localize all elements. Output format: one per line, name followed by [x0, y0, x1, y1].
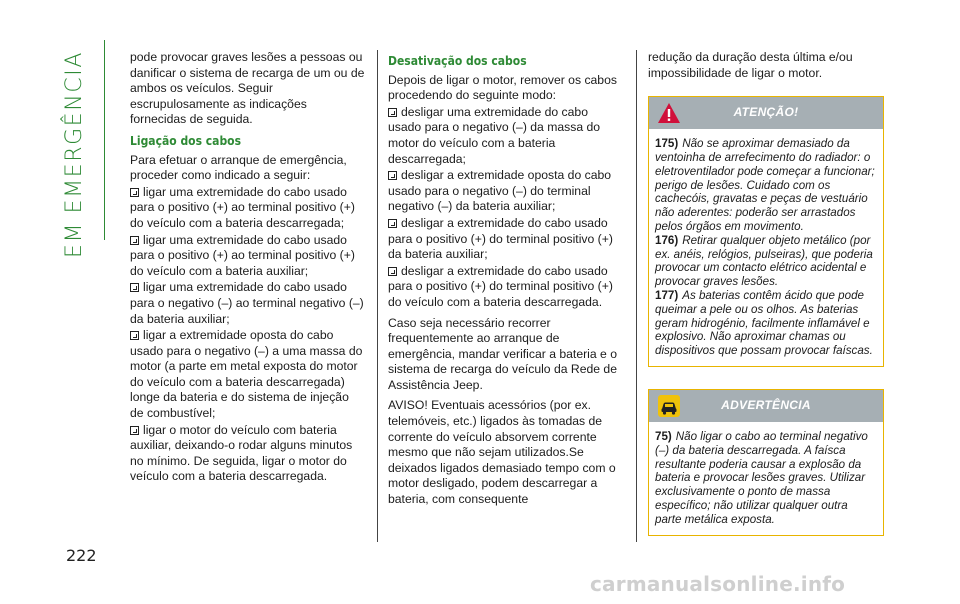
- note-text: Não ligar o cabo ao terminal negativo (–) da bateria descarregada. A faísca resultante poderia causar a explosão da bateria e provocar lesões graves. Utilizar exclusivamente o ponto de massa específico; não utilizar qualquer outra parte metálica exposta.: [655, 429, 868, 526]
- note-text: Retirar qualquer objeto metálico (por ex. anéis, relógios, pulseiras), que poderia provocar um contacto elétrico acidental e provocar graves lesões.: [655, 233, 873, 289]
- step-bullet-icon: [130, 331, 139, 340]
- section-heading-cable-removal: Desativação dos cabos: [388, 54, 527, 68]
- list-item: [388, 168, 623, 215]
- column-2: [388, 50, 623, 513]
- list-item: [130, 280, 365, 327]
- step-text: desligar uma extremidade do cabo usado para o negativo (–) da massa do motor do veículo com a bateria descarregada;: [388, 104, 601, 166]
- note-item: [655, 289, 877, 358]
- advertencia-box-body: [649, 422, 883, 535]
- intro-paragraph: pode provocar graves lesões a pessoas ou danificar o sistema de recarga de um ou de ambos os veículos. Seguir escrupulosamente as indicações fornecidas de seguida.: [130, 50, 365, 127]
- step-bullet-icon: [130, 283, 139, 292]
- step-text: ligar uma extremidade do cabo usado para o positivo (+) ao terminal positivo (+) do veículo com a bateria auxiliar;: [130, 232, 355, 278]
- attention-box-body: [649, 129, 883, 366]
- lead-paragraph: Depois de ligar o motor, remover os cabos procedendo do seguinte modo:: [388, 72, 617, 103]
- step-text: desligar a extremidade do cabo usado para o positivo (+) do terminal positivo (+) da bateria auxiliar;: [388, 215, 613, 262]
- column-3: [648, 50, 884, 536]
- warning-triangle-icon: [657, 101, 681, 125]
- advertencia-box-header: [649, 390, 883, 422]
- column-divider: [377, 50, 378, 542]
- attention-box-header: [649, 97, 883, 129]
- column-divider: [636, 50, 637, 542]
- list-item: [388, 264, 623, 311]
- lead-paragraph: Para efetuar o arranque de emergência, proceder como indicado a seguir:: [130, 152, 347, 183]
- list-item: [130, 423, 365, 485]
- column-1: [130, 50, 365, 486]
- watermark: carmanualsonline.info: [590, 572, 846, 596]
- section-rule: [104, 40, 105, 240]
- car-warning-icon: [657, 394, 681, 418]
- step-bullet-icon: [388, 219, 397, 228]
- step-text: ligar a extremidade oposta do cabo usado para o negativo (–) a uma massa do motor (a parte em metal exposta do motor do veículo com a bateria descarregada) longe da bateria e do sistema de injeção de combustível;: [130, 328, 363, 421]
- advertencia-box-title: ADVERTÊNCIA: [721, 398, 811, 413]
- list-item: [130, 185, 365, 232]
- note-text: As baterias contêm ácido que pode queimar a pele ou os olhos. As baterias geram hidrogénio, facilmente inflamável e explosivo. Não aproximar chamas ou dispositivos que possam provocar faíscas.: [655, 288, 873, 358]
- note-number: 177): [655, 288, 679, 302]
- body-paragraph: Caso seja necessário recorrer frequentemente ao arranque de emergência, mandar verificar a bateria e o sistema de recarga do veículo da Rede de Assistência Jeep.: [388, 315, 617, 392]
- list-item: [130, 233, 365, 280]
- step-bullet-icon: [388, 171, 397, 180]
- note-item: [655, 234, 877, 289]
- step-bullet-icon: [130, 236, 139, 245]
- note-item: [655, 137, 877, 234]
- note-item: [655, 430, 877, 527]
- step-bullet-icon: [388, 108, 397, 117]
- attention-box: [648, 96, 884, 367]
- list-item: [388, 105, 623, 167]
- note-number: 175): [655, 137, 679, 151]
- notice-paragraph: AVISO! Eventuais acessórios (por ex. telemóveis, etc.) ligados às tomadas de corrente do veículo absorvem corrente mesmo que não sejam utilizados.Se deixados ligados demasiado tempo com o motor desligado, podem descarregar a bateria, com consequente: [388, 398, 616, 507]
- section-heading-cable-connection: Ligação dos cabos: [130, 133, 242, 148]
- step-text: desligar a extremidade do cabo usado para o positivo (+) do terminal positivo (+) do veículo com a bateria descarregada.: [388, 263, 613, 309]
- step-text: ligar o motor do veículo com bateria auxiliar, deixando-o rodar alguns minutos no mínimo. De seguida, ligar o motor do veículo com a bateria descarregada.: [130, 422, 353, 484]
- step-text: desligar a extremidade oposta do cabo usado para o negativo (–) do terminal negativo (–) da bateria auxiliar;: [388, 168, 612, 214]
- section-title: EM EMERGÊNCIA: [62, 50, 87, 258]
- list-item: [130, 328, 365, 422]
- list-item: [388, 216, 623, 263]
- page-number: 222: [66, 546, 97, 565]
- continuation-paragraph: redução da duração desta última e/ou impossibilidade de ligar o motor.: [648, 50, 853, 80]
- attention-box-title: ATENÇÃO!: [733, 105, 799, 120]
- note-text: Não se aproximar demasiado da ventoinha de arrefecimento do radiador: o eletroventilador pode começar a funcionar; perigo de lesões. Cuidado com os cachecóis, gravatas e peças de vestuário não aderentes: poderão ser arrastados pelos órgãos em movimento.: [655, 137, 875, 233]
- advertencia-box: [648, 389, 884, 536]
- note-number: 75): [655, 429, 672, 443]
- step-text: ligar uma extremidade do cabo usado para o positivo (+) ao terminal positivo (+) do veículo com a bateria descarregada;: [130, 184, 355, 230]
- note-number: 176): [655, 233, 679, 247]
- step-text: ligar uma extremidade do cabo usado para o negativo (–) ao terminal negativo (–) da bateria auxiliar;: [130, 280, 364, 326]
- step-bullet-icon: [130, 188, 139, 197]
- step-bullet-icon: [130, 426, 139, 435]
- step-bullet-icon: [388, 267, 397, 276]
